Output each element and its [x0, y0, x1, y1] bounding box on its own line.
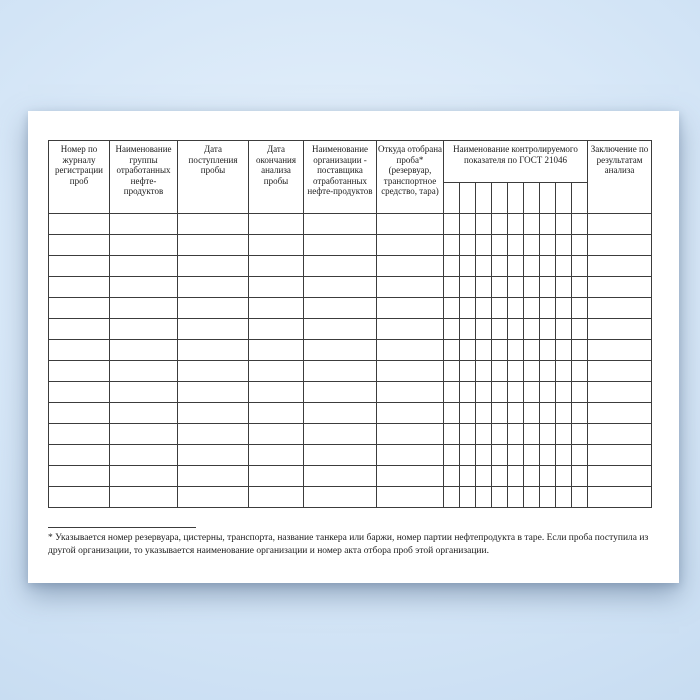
table-row	[49, 382, 652, 403]
data-cell	[508, 235, 524, 256]
data-cell	[588, 298, 652, 319]
data-cell	[178, 214, 249, 235]
footnote-text: * Указывается номер резервуара, цистерны, транспорта, название танкера или баржи, номер партии нефтепродукта в таре. Если проба поступила из другой организации, то указывается наименование организации и номер акта отбора проб этой организации.	[48, 533, 649, 556]
indicator-subcell	[460, 183, 476, 214]
data-cell	[178, 319, 249, 340]
data-cell	[540, 424, 556, 445]
data-cell	[540, 298, 556, 319]
data-cell	[572, 256, 588, 277]
data-cell	[556, 466, 572, 487]
data-cell	[304, 319, 377, 340]
data-cell	[304, 445, 377, 466]
data-cell	[460, 403, 476, 424]
footnote-divider	[48, 527, 196, 528]
col-header-product-group: Наименование группы отработанных нефте-продуктов	[110, 141, 178, 214]
data-cell	[508, 340, 524, 361]
data-cell	[492, 277, 508, 298]
data-cell	[460, 424, 476, 445]
data-cell	[476, 424, 492, 445]
data-cell	[460, 466, 476, 487]
table-row	[49, 487, 652, 508]
data-cell	[492, 361, 508, 382]
data-cell	[460, 445, 476, 466]
data-cell	[249, 277, 304, 298]
col-header-supplier-organization: Наименование организации - поставщика отработанных нефте-продуктов	[304, 141, 377, 214]
data-cell	[492, 382, 508, 403]
data-cell	[178, 403, 249, 424]
data-cell	[588, 277, 652, 298]
data-cell	[249, 235, 304, 256]
data-cell	[110, 214, 178, 235]
data-cell	[540, 361, 556, 382]
data-cell	[508, 361, 524, 382]
data-cell	[178, 340, 249, 361]
data-cell	[304, 424, 377, 445]
data-cell	[492, 298, 508, 319]
data-cell	[110, 403, 178, 424]
indicator-subcell	[492, 183, 508, 214]
data-cell	[377, 487, 444, 508]
data-cell	[524, 256, 540, 277]
data-cell	[476, 214, 492, 235]
data-cell	[110, 382, 178, 403]
data-cell	[110, 235, 178, 256]
data-cell	[540, 235, 556, 256]
data-cell	[110, 424, 178, 445]
data-cell	[572, 319, 588, 340]
data-cell	[556, 445, 572, 466]
data-cell	[110, 340, 178, 361]
data-cell	[444, 256, 460, 277]
data-cell	[377, 403, 444, 424]
data-cell	[377, 361, 444, 382]
data-cell	[508, 277, 524, 298]
data-cell	[444, 298, 460, 319]
indicator-subcell	[476, 183, 492, 214]
data-cell	[304, 403, 377, 424]
data-cell	[460, 487, 476, 508]
indicator-subcell	[540, 183, 556, 214]
indicator-subcell	[508, 183, 524, 214]
data-cell	[49, 466, 110, 487]
data-cell	[572, 382, 588, 403]
data-cell	[524, 361, 540, 382]
data-cell	[444, 361, 460, 382]
col-header-date-received: Дата поступления пробы	[178, 141, 249, 214]
data-cell	[508, 403, 524, 424]
data-cell	[588, 445, 652, 466]
data-cell	[556, 235, 572, 256]
data-cell	[460, 235, 476, 256]
data-cell	[556, 214, 572, 235]
data-cell	[476, 487, 492, 508]
data-cell	[572, 466, 588, 487]
table-row	[49, 424, 652, 445]
data-cell	[304, 298, 377, 319]
data-cell	[508, 256, 524, 277]
data-cell	[49, 424, 110, 445]
data-cell	[540, 214, 556, 235]
data-cell	[492, 235, 508, 256]
indicator-subcell	[444, 183, 460, 214]
data-cell	[178, 256, 249, 277]
data-cell	[492, 214, 508, 235]
data-cell	[249, 424, 304, 445]
data-cell	[377, 340, 444, 361]
data-cell	[508, 424, 524, 445]
data-cell	[110, 319, 178, 340]
data-cell	[49, 382, 110, 403]
data-cell	[304, 466, 377, 487]
data-cell	[178, 445, 249, 466]
data-cell	[460, 298, 476, 319]
data-cell	[540, 487, 556, 508]
table-row	[49, 361, 652, 382]
data-cell	[49, 487, 110, 508]
data-cell	[178, 487, 249, 508]
data-cell	[492, 340, 508, 361]
data-cell	[556, 277, 572, 298]
data-cell	[444, 466, 460, 487]
data-cell	[49, 445, 110, 466]
data-cell	[49, 361, 110, 382]
data-cell	[249, 340, 304, 361]
data-cell	[178, 424, 249, 445]
data-cell	[588, 382, 652, 403]
data-cell	[588, 256, 652, 277]
data-cell	[524, 403, 540, 424]
data-cell	[444, 319, 460, 340]
data-cell	[492, 445, 508, 466]
data-cell	[476, 361, 492, 382]
table-row	[49, 298, 652, 319]
data-cell	[556, 319, 572, 340]
data-cell	[556, 424, 572, 445]
data-cell	[444, 424, 460, 445]
group-header-gost-indicators: Наименование контролируемого показателя по ГОСТ 21046	[444, 141, 588, 183]
data-cell	[49, 235, 110, 256]
data-cell	[304, 256, 377, 277]
data-cell	[588, 466, 652, 487]
table-row	[49, 256, 652, 277]
data-cell	[178, 466, 249, 487]
data-cell	[540, 403, 556, 424]
data-cell	[110, 277, 178, 298]
data-cell	[304, 382, 377, 403]
table-row	[49, 235, 652, 256]
data-cell	[508, 466, 524, 487]
data-cell	[460, 256, 476, 277]
data-cell	[524, 214, 540, 235]
indicator-subcell	[524, 183, 540, 214]
data-cell	[524, 382, 540, 403]
data-cell	[110, 466, 178, 487]
data-cell	[524, 466, 540, 487]
data-cell	[304, 214, 377, 235]
data-cell	[476, 256, 492, 277]
data-cell	[444, 403, 460, 424]
data-cell	[178, 235, 249, 256]
data-cell	[524, 298, 540, 319]
data-cell	[460, 382, 476, 403]
data-cell	[110, 298, 178, 319]
data-cell	[524, 340, 540, 361]
data-cell	[556, 361, 572, 382]
data-cell	[304, 340, 377, 361]
data-cell	[460, 340, 476, 361]
data-cell	[249, 466, 304, 487]
data-cell	[377, 445, 444, 466]
data-cell	[249, 214, 304, 235]
data-cell	[572, 277, 588, 298]
data-cell	[556, 487, 572, 508]
data-cell	[572, 340, 588, 361]
data-cell	[492, 319, 508, 340]
data-cell	[178, 382, 249, 403]
data-cell	[249, 298, 304, 319]
data-cell	[178, 298, 249, 319]
data-cell	[476, 340, 492, 361]
data-cell	[49, 214, 110, 235]
data-cell	[476, 277, 492, 298]
data-cell	[572, 361, 588, 382]
data-cell	[49, 277, 110, 298]
data-cell	[588, 424, 652, 445]
data-cell	[249, 445, 304, 466]
data-cell	[556, 298, 572, 319]
data-cell	[249, 361, 304, 382]
data-cell	[49, 319, 110, 340]
data-cell	[249, 319, 304, 340]
data-cell	[588, 487, 652, 508]
data-cell	[377, 382, 444, 403]
data-cell	[444, 340, 460, 361]
data-cell	[476, 235, 492, 256]
data-cell	[444, 235, 460, 256]
col-header-sample-number: Номер по журналу регистрации проб	[49, 141, 110, 214]
data-cell	[304, 277, 377, 298]
data-cell	[249, 382, 304, 403]
data-cell	[110, 361, 178, 382]
data-cell	[540, 382, 556, 403]
data-cell	[556, 382, 572, 403]
col-header-conclusion: Заключение по результатам анализа	[588, 141, 652, 214]
data-cell	[49, 403, 110, 424]
data-cell	[377, 235, 444, 256]
data-cell	[304, 487, 377, 508]
data-cell	[572, 445, 588, 466]
data-cell	[377, 424, 444, 445]
indicator-subcell	[572, 183, 588, 214]
data-cell	[304, 361, 377, 382]
data-cell	[249, 256, 304, 277]
data-cell	[492, 466, 508, 487]
data-cell	[508, 487, 524, 508]
data-cell	[540, 340, 556, 361]
col-header-sample-origin: Откуда отобрана проба* (резервуар, транспортное средство, тара)	[377, 141, 444, 214]
data-cell	[460, 214, 476, 235]
data-cell	[508, 319, 524, 340]
data-cell	[444, 277, 460, 298]
data-cell	[556, 256, 572, 277]
data-cell	[444, 445, 460, 466]
data-cell	[476, 445, 492, 466]
data-cell	[572, 403, 588, 424]
data-cell	[377, 214, 444, 235]
form-page	[28, 111, 679, 583]
data-cell	[492, 256, 508, 277]
data-cell	[476, 319, 492, 340]
data-cell	[49, 256, 110, 277]
table-row	[49, 466, 652, 487]
data-cell	[460, 277, 476, 298]
data-cell	[572, 214, 588, 235]
data-cell	[540, 256, 556, 277]
data-cell	[476, 382, 492, 403]
data-cell	[444, 382, 460, 403]
data-cell	[304, 235, 377, 256]
data-cell	[540, 445, 556, 466]
data-cell	[588, 361, 652, 382]
data-cell	[572, 298, 588, 319]
data-cell	[524, 235, 540, 256]
data-cell	[540, 277, 556, 298]
data-cell	[377, 319, 444, 340]
data-cell	[492, 487, 508, 508]
data-cell	[572, 424, 588, 445]
table-row	[49, 214, 652, 235]
sample-register-table	[48, 140, 652, 508]
data-cell	[377, 256, 444, 277]
data-cell	[524, 445, 540, 466]
data-cell	[476, 403, 492, 424]
data-cell	[508, 214, 524, 235]
table-row	[49, 340, 652, 361]
data-cell	[556, 403, 572, 424]
data-cell	[524, 319, 540, 340]
data-cell	[110, 487, 178, 508]
data-cell	[508, 298, 524, 319]
data-cell	[178, 277, 249, 298]
data-cell	[524, 277, 540, 298]
data-cell	[110, 256, 178, 277]
table-row	[49, 445, 652, 466]
data-cell	[249, 487, 304, 508]
data-cell	[460, 319, 476, 340]
data-cell	[588, 403, 652, 424]
footnote	[48, 527, 654, 558]
col-header-date-analysis-finished: Дата окончания анализа пробы	[249, 141, 304, 214]
data-cell	[476, 466, 492, 487]
data-cell	[508, 445, 524, 466]
empty-entry-rows	[49, 214, 652, 508]
data-cell	[508, 382, 524, 403]
data-cell	[556, 340, 572, 361]
data-cell	[444, 487, 460, 508]
data-cell	[249, 403, 304, 424]
indicator-subcell	[556, 183, 572, 214]
data-cell	[540, 466, 556, 487]
data-cell	[377, 466, 444, 487]
data-cell	[588, 340, 652, 361]
table-row	[49, 319, 652, 340]
data-cell	[572, 487, 588, 508]
data-cell	[377, 277, 444, 298]
data-cell	[476, 298, 492, 319]
data-cell	[460, 361, 476, 382]
data-cell	[492, 403, 508, 424]
data-cell	[377, 298, 444, 319]
data-cell	[540, 319, 556, 340]
data-cell	[49, 298, 110, 319]
data-cell	[588, 319, 652, 340]
data-cell	[444, 214, 460, 235]
data-cell	[178, 361, 249, 382]
data-cell	[110, 445, 178, 466]
data-cell	[588, 235, 652, 256]
table-row	[49, 277, 652, 298]
data-cell	[49, 340, 110, 361]
table-row	[49, 403, 652, 424]
data-cell	[492, 424, 508, 445]
data-cell	[588, 214, 652, 235]
data-cell	[524, 424, 540, 445]
data-cell	[524, 487, 540, 508]
data-cell	[572, 235, 588, 256]
